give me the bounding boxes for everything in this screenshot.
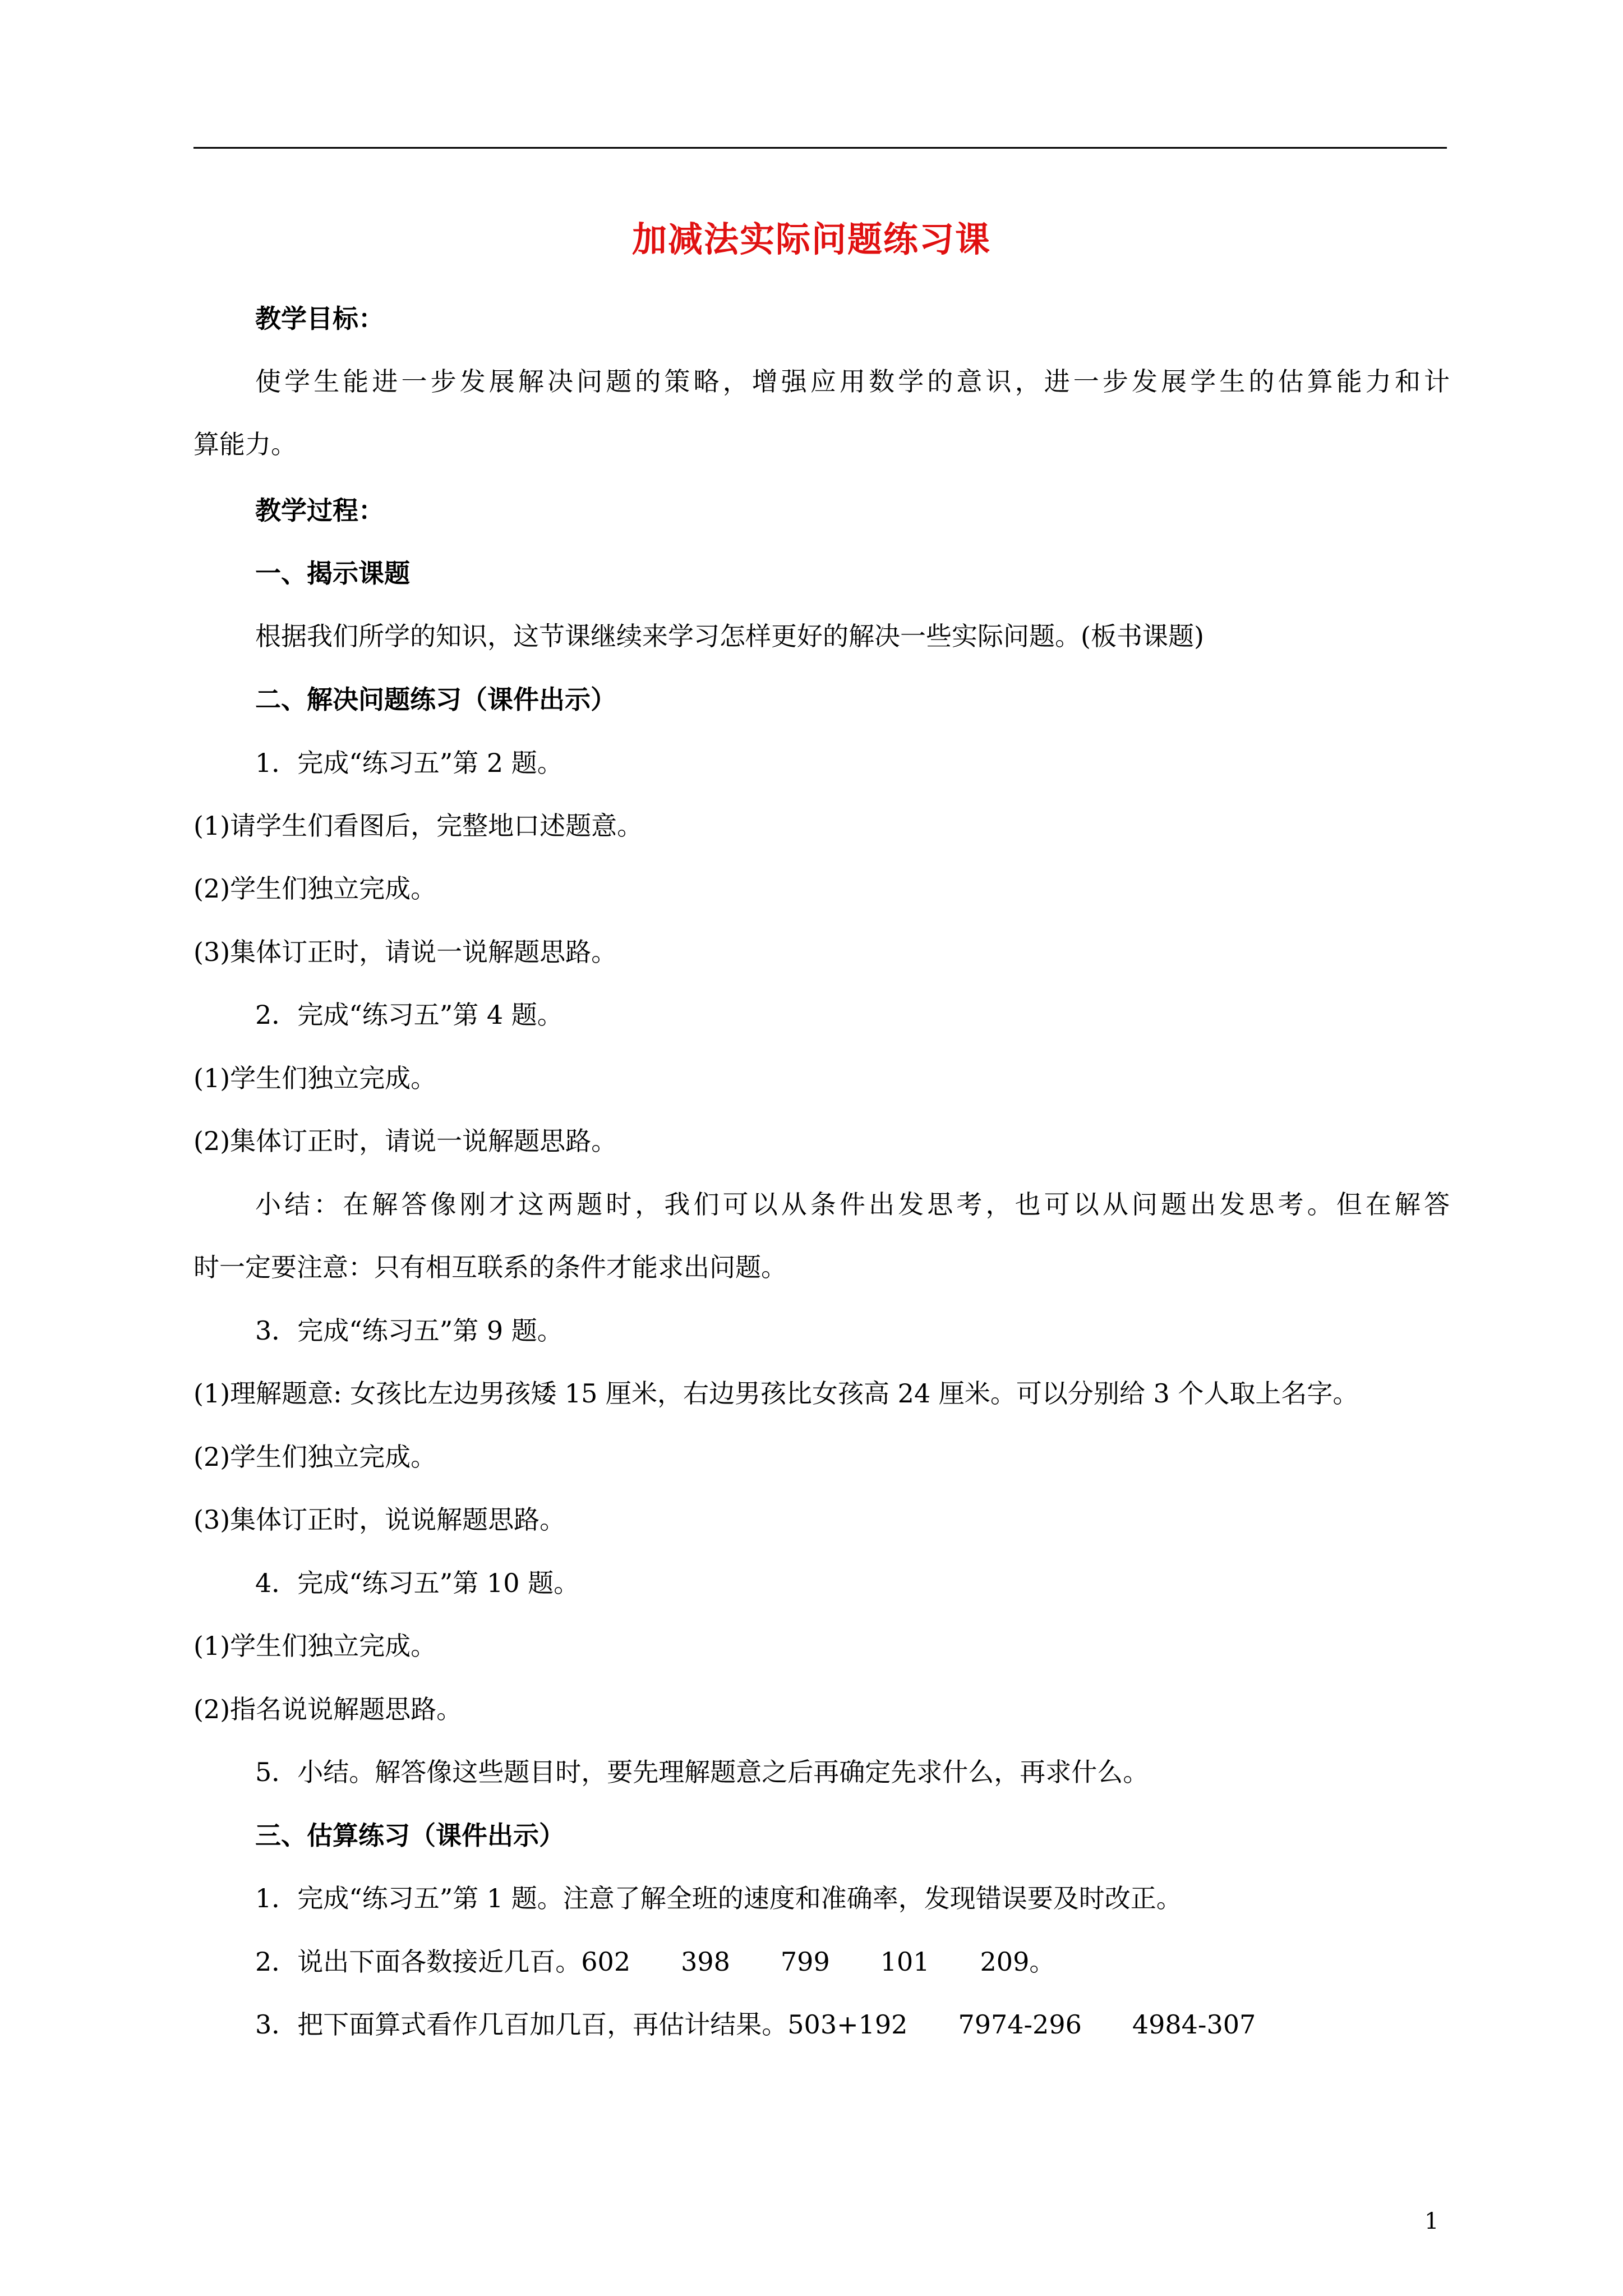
- question-3: 3．完成“练习五”第 9 题。: [255, 1315, 563, 1346]
- estimation-2-number: 799: [780, 1947, 830, 1977]
- estimation-2-prompt: 2．说出下面各数接近几百。: [255, 1947, 582, 1977]
- estimation-2-number: 398: [681, 1947, 730, 1977]
- question-3-step-3: (3)集体订正时，说说解题思路。: [193, 1504, 566, 1535]
- question-1-step-3: (3)集体订正时，请说一说解题思路。: [193, 937, 617, 967]
- summary-line-2: 时一定要注意：只有相互联系的条件才能求出问题。: [193, 1252, 787, 1282]
- estimation-3-expression: 503+192: [787, 2009, 908, 2040]
- estimation-3-expression: 4984-307: [1132, 2009, 1256, 2040]
- estimation-2-number: 602: [581, 1947, 631, 1977]
- section-1-text: 根据我们所学的知识，这节课继续来学习怎样更好的解决一些实际问题。(板书课题): [255, 621, 1204, 651]
- section-2-heading: 二、解决问题练习（课件出示）: [255, 684, 616, 715]
- question-5-summary: 5．小结。解答像这些题目时，要先理解题意之后再确定先求什么，再求什么。: [255, 1757, 1149, 1787]
- question-2: 2．完成“练习五”第 4 题。: [255, 1000, 563, 1030]
- question-4-step-2: (2)指名说说解题思路。: [193, 1694, 463, 1724]
- summary-line-1: 小结：在解答像刚才这两题时，我们可以从条件出发思考，也可以从问题出发思考。但在解答: [255, 1189, 1450, 1220]
- estimation-2-number: 101: [880, 1947, 930, 1977]
- estimation-2-number: 209。: [980, 1947, 1055, 1977]
- goal-text-line-1: 使学生能进一步发展解决问题的策略，增强应用数学的意识，进一步发展学生的估算能力和计: [255, 366, 1450, 397]
- page-number: 1: [1424, 2208, 1439, 2234]
- estimation-3-expression: 7974-296: [958, 2009, 1082, 2040]
- question-1-step-2: (2)学生们独立完成。: [193, 873, 437, 904]
- question-2-step-1: (1)学生们独立完成。: [193, 1063, 437, 1093]
- question-3-step-1: (1)理解题意: 女孩比左边男孩矮 15 厘米，右边男孩比女孩高 24 厘米。可以分别给 3 个人取上名字。: [193, 1378, 1359, 1409]
- question-1: 1．完成“练习五”第 2 题。: [255, 748, 563, 778]
- estimation-1: 1．完成“练习五”第 1 题。注意了解全班的速度和准确率，发现错误要及时改正。: [255, 1883, 1182, 1913]
- question-1-step-1: (1)请学生们看图后，完整地口述题意。: [193, 811, 643, 841]
- estimation-2: [255, 1944, 1450, 1980]
- question-2-step-2: (2)集体订正时，请说一说解题思路。: [193, 1126, 617, 1156]
- goal-text-line-2: 算能力。: [193, 429, 297, 459]
- page-title: 加减法实际问题练习课: [631, 219, 991, 260]
- section-1-heading: 一、揭示课题: [255, 558, 410, 588]
- estimation-3-prompt: 3．把下面算式看作几百加几百，再估计结果。: [255, 2009, 788, 2040]
- question-4: 4．完成“练习五”第 10 题。: [255, 1568, 580, 1598]
- question-3-step-2: (2)学生们独立完成。: [193, 1442, 437, 1472]
- section-3-heading: 三、估算练习（课件出示）: [255, 1820, 565, 1851]
- header-rule: [193, 147, 1447, 149]
- estimation-3: [255, 2007, 1450, 2042]
- process-heading: 教学过程：: [255, 495, 384, 526]
- goal-heading: 教学目标：: [255, 303, 384, 334]
- question-4-step-1: (1)学生们独立完成。: [193, 1631, 437, 1661]
